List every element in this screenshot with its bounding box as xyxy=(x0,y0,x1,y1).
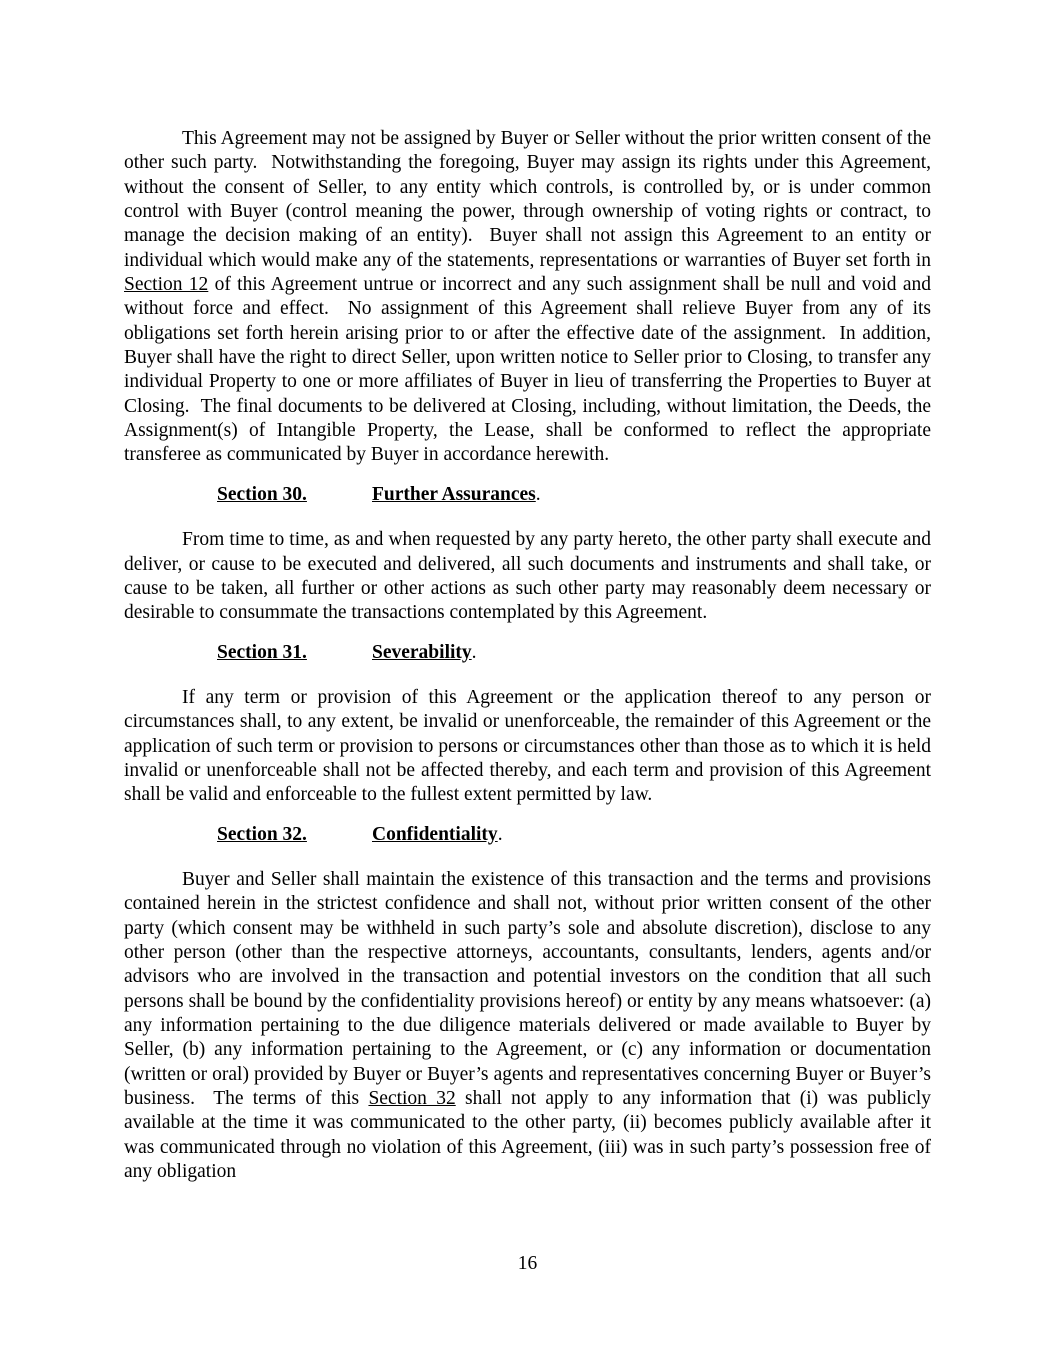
paragraph-assignment xyxy=(124,127,936,468)
section-31-title: Severability xyxy=(372,641,472,663)
page-content xyxy=(124,127,936,1199)
section-30-number: Section 30. xyxy=(217,483,307,505)
paragraph-text: Buyer and Seller shall maintain the existence of this transaction and the terms and provisions contained herein in the strictest confidence and shall not, without prior written consent of the other party (which consent may be withheld in such party’s sole and absolute discretion), disclose to any other person (other than the respective attorneys, accountants, consultants, lenders, agents and/or advisors who are involved in the transaction and potential investors on the condition that all such persons shall be bound by the confidentiality provisions hereof) or entity by any means whatsoever: (a) any information pertaining to the due diligence materials delivered or made available to Buyer by Seller, (b) any information pertaining to the Agreement, or (c) any information or documentation (written or oral) provided by Buyer or Buyer’s agents and representatives concerning Buyer or Buyer’s business. The terms of this xyxy=(124,868,936,1110)
section-12-reference: Section 12 xyxy=(124,274,209,296)
paragraph-text: This Agreement may not be assigned by Buyer or Seller without the prior written consent of the other such party. Notwithstanding the foregoing, Buyer may assign its rights under this Agreement, without the consent of Seller, to any entity which controls, is controlled by, or is under common control with Buyer (control meaning the power, through ownership of voting rights or contract, to manage the decision making of an entity). Buyer shall not assign this Agreement to an entity or individual which would make any of the statements, representations or warranties of Buyer set forth in xyxy=(124,128,936,271)
section-30-heading xyxy=(124,483,931,507)
section-32-number: Section 32. xyxy=(217,823,307,845)
paragraph-severability xyxy=(124,686,936,808)
section-31-number: Section 31. xyxy=(217,641,307,663)
section-32-reference: Section 32 xyxy=(368,1088,456,1110)
paragraph-text: of this Agreement untrue or incorrect and any such assignment shall be null and void and without force and effect. No assignment of this Agreement shall relieve Buyer from any of its obligations set forth herein arising prior to or after the effective date of the assignment. In addition, Buyer shall have the right to direct Seller, upon written notice to Seller prior to Closing, to transfer any individual Property to one or more affiliates of Buyer in lieu of transferring the Properties to Buyer at Closing. The final documents to be delivered at Closing, including, without limitation, the Deeds, the Assignment(s) of Intangible Property, the Lease, shall be conformed to reflect the appropriate transferee as communicated by Buyer in accordance herewith. xyxy=(124,274,936,466)
page-number: 16 xyxy=(517,1253,538,1274)
section-32-period: . xyxy=(497,823,503,845)
section-30-period: . xyxy=(535,483,541,505)
section-31-period: . xyxy=(471,641,477,663)
paragraph-confidentiality xyxy=(124,868,936,1184)
section-31-heading xyxy=(124,641,931,665)
paragraph-text: If any term or provision of this Agreement or the application thereof to any person or circumstances shall, to any extent, be invalid or unenforceable, the remainder of this Agreement or the application of such term or provision to persons or circumstances other than those as to which it is held invalid or unenforceable shall not be affected thereby, and each term and provision of this Agreement shall be valid and enforceable to the fullest extent permitted by law. xyxy=(124,686,936,806)
section-32-heading xyxy=(124,823,931,847)
section-32-title: Confidentiality xyxy=(372,823,498,845)
paragraph-further-assurances xyxy=(124,528,936,625)
section-30-title: Further Assurances xyxy=(372,483,536,505)
paragraph-text: shall not apply to any information that (i) was publicly available at the time it was communicated to the other party, (ii) becomes publicly available after it was communicated through no violation of this Agreement, (iii) was in such party’s possession free of any obligation xyxy=(124,1088,936,1183)
paragraph-text: From time to time, as and when requested by any party hereto, the other party shall execute and deliver, or cause to be executed and delivered, all such documents and instruments and shall take, or cause to be taken, all further or other actions as such other party may reasonably deem necessary or desirable to consummate the transactions contemplated by this Agreement. xyxy=(124,529,936,624)
